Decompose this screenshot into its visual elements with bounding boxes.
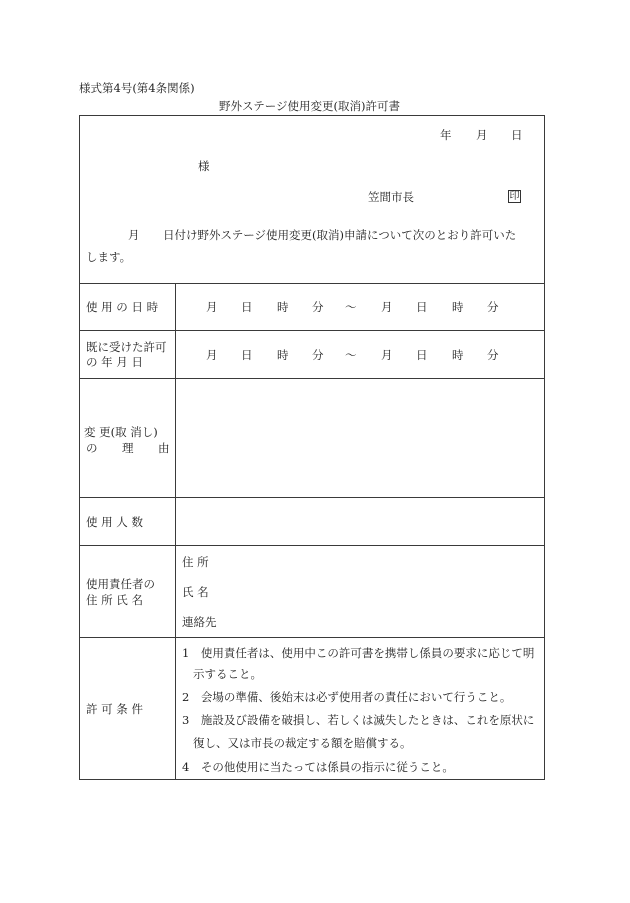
approved-day1: 日 <box>241 348 253 362</box>
row-divider <box>79 330 545 331</box>
body-text-line1: 日付け野外ステージ使用変更(取消)申請について次のとおり許可いた <box>163 228 517 242</box>
addressee-suffix: 様 <box>198 159 210 173</box>
label-approved-line2: の 年 月 日 <box>86 355 143 369</box>
condition-2: 2 会場の準備、後始末は必ず使用者の責任において行うこと。 <box>182 690 512 704</box>
date-day: 日 <box>511 128 523 142</box>
row-divider <box>79 545 545 546</box>
label-reason-line2-c: 由 <box>158 441 170 455</box>
label-responsible-line1: 使用責任者の <box>86 577 155 591</box>
form-title: 野外ステージ使用変更(取消)許可書 <box>219 99 401 113</box>
form-number: 様式第4号(第4条関係) <box>79 81 195 95</box>
row-divider <box>79 497 545 498</box>
table-border-right <box>544 115 545 780</box>
usage-hour2: 時 <box>452 300 464 314</box>
approved-hour1: 時 <box>277 348 289 362</box>
usage-month2: 月 <box>381 300 393 314</box>
date-month: 月 <box>476 128 488 142</box>
approved-day2: 日 <box>416 348 428 362</box>
contact-label: 連絡先 <box>182 615 217 629</box>
approved-minute1: 分 <box>312 348 324 362</box>
condition-1-line1: 1 使用責任者は、使用中この許可書を携帯し係員の要求に応じて明 <box>182 646 535 660</box>
label-reason-line1: 変 更(取 消し) <box>84 425 158 439</box>
name-label: 氏 名 <box>182 585 209 599</box>
body-month: 月 <box>128 228 140 242</box>
label-conditions: 許 可 条 件 <box>86 702 143 716</box>
reason-field[interactable] <box>180 384 538 492</box>
address-label: 住 所 <box>182 555 209 569</box>
approved-month2: 月 <box>381 348 393 362</box>
usage-minute1: 分 <box>312 300 324 314</box>
label-headcount: 使 用 人 数 <box>86 515 143 529</box>
column-divider <box>175 283 176 780</box>
headcount-field[interactable] <box>180 503 538 539</box>
table-border-top <box>79 115 545 116</box>
usage-day2: 日 <box>416 300 428 314</box>
approved-month1: 月 <box>206 348 218 362</box>
approved-minute2: 分 <box>487 348 499 362</box>
usage-month1: 月 <box>206 300 218 314</box>
label-reason-line2-b: 理 <box>122 441 134 455</box>
row-divider <box>79 378 545 379</box>
condition-4: 4 その他使用に当たっては係員の指示に従うこと。 <box>182 760 454 774</box>
row-divider <box>79 283 545 284</box>
issuer-name: 笠間市長 <box>368 190 414 204</box>
label-responsible-line2: 住 所 氏 名 <box>86 593 143 607</box>
usage-tilde: ～ <box>345 300 357 314</box>
label-approved-line1: 既に受けた許可 <box>86 340 167 354</box>
usage-hour1: 時 <box>277 300 289 314</box>
approved-hour2: 時 <box>452 348 464 362</box>
table-border-left <box>79 115 80 780</box>
usage-day1: 日 <box>241 300 253 314</box>
row-divider <box>79 637 545 638</box>
condition-3-line1: 3 施設及び設備を破損し、若しくは滅失したときは、これを原状に <box>182 713 535 727</box>
approved-tilde: ～ <box>345 348 357 362</box>
label-reason-line2-a: の <box>86 441 98 455</box>
table-border-bottom <box>79 779 545 780</box>
seal-stamp: 印 <box>509 191 520 202</box>
label-usage-datetime: 使 用 の 日 時 <box>86 300 159 314</box>
usage-minute2: 分 <box>487 300 499 314</box>
condition-1-line2: 示すること。 <box>193 667 262 681</box>
date-year: 年 <box>440 128 452 142</box>
body-text-line2: します。 <box>86 250 132 264</box>
condition-3-line2: 復し、又は市長の裁定する額を賠償する。 <box>193 736 412 750</box>
